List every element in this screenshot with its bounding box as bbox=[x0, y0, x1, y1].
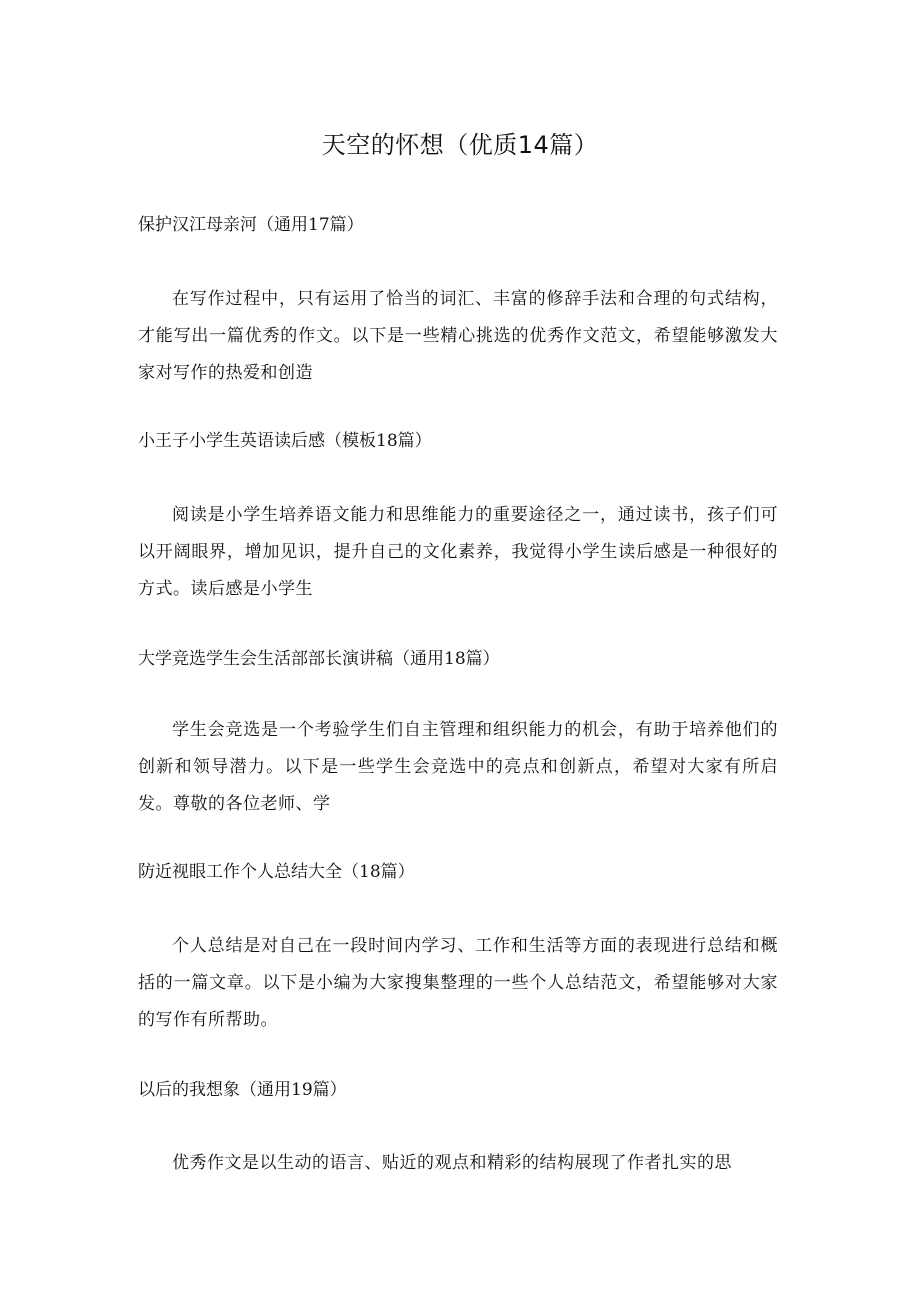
article-heading-text: 防近视眼工作个人总结大全（18篇） bbox=[138, 862, 415, 882]
article-excerpt-2 bbox=[138, 497, 778, 608]
article-excerpt-3 bbox=[138, 712, 778, 823]
article-heading-1 bbox=[138, 212, 778, 238]
article-excerpt-text: 在写作过程中，只有运用了恰当的词汇、丰富的修辞手法和合理的句式结构，才能写出一篇优秀的作文。以下是一些精心挑选的优秀作文范文，希望能够激发大家对写作的热爱和创造 bbox=[138, 289, 778, 383]
article-heading-2 bbox=[138, 428, 778, 454]
article-heading-text: 大学竞选学生会生活部部长演讲稿（通用18篇） bbox=[138, 649, 500, 669]
article-heading-text: 保护汉江母亲河（通用17篇） bbox=[138, 215, 364, 235]
article-excerpt-text: 阅读是小学生培养语文能力和思维能力的重要途径之一，通过读书，孩子们可以开阔眼界，增加见识，提升自己的文化素养，我觉得小学生读后感是一种很好的方式。读后感是小学生 bbox=[138, 505, 778, 599]
article-excerpt-5 bbox=[138, 1145, 778, 1182]
article-excerpt-1 bbox=[138, 281, 778, 392]
article-heading-text: 以后的我想象（通用19篇） bbox=[138, 1080, 347, 1100]
article-heading-5 bbox=[138, 1077, 778, 1103]
article-heading-3 bbox=[138, 646, 778, 672]
article-excerpt-text: 个人总结是对自己在一段时间内学习、工作和生活等方面的表现进行总结和概括的一篇文章。以下是小编为大家搜集整理的一些个人总结范文，希望能够对大家的写作有所帮助。 bbox=[138, 936, 778, 1030]
article-excerpt-text: 学生会竞选是一个考验学生们自主管理和组织能力的机会，有助于培养他们的创新和领导潜力。以下是一些学生会竞选中的亮点和创新点，希望对大家有所启发。尊敬的各位老师、学 bbox=[138, 720, 778, 814]
article-heading-text: 小王子小学生英语读后感（模板18篇） bbox=[138, 431, 432, 451]
article-heading-4 bbox=[138, 859, 778, 885]
document-title: 天空的怀想（优质14篇） bbox=[321, 131, 599, 159]
article-excerpt-4 bbox=[138, 928, 778, 1039]
article-excerpt-text: 优秀作文是以生动的语言、贴近的观点和精彩的结构展现了作者扎实的思 bbox=[172, 1153, 732, 1173]
